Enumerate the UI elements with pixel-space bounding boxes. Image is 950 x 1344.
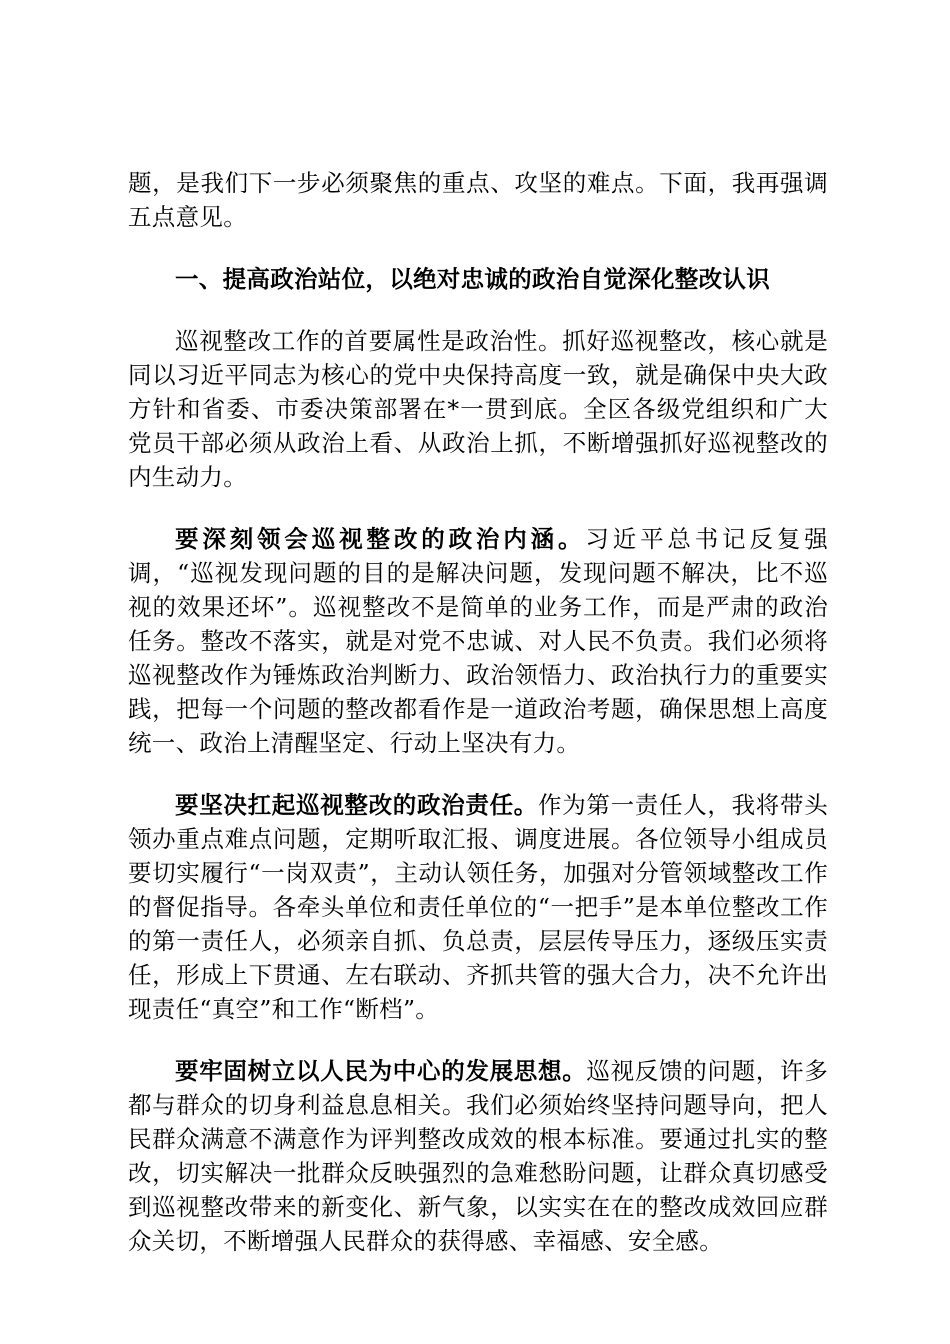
paragraph-4-lead: 要牢固树立以人民为中心的发展思想。 (175, 1057, 587, 1085)
paragraph-2 (128, 522, 828, 760)
paragraph-2-body: 习近平总书记反复强调，“巡视发现问题的目的是解决问题，发现问题不解决，比不巡视的效果还坏”。巡视整改不是简单的业务工作，而是严肃的政治任务。整改不落实，就是对党不忠诚、对人民不负责。我们必须将巡视整改作为锤炼政治判断力、政治领悟力、政治执行力的重要实践，把每一个问题的整改都看作是一道政治考题，确保思想上高度统一、政治上清醒坚定、行动上坚决有力。 (128, 525, 829, 757)
paragraph-2-lead: 要深刻领会巡视整改的政治内涵。 (175, 525, 586, 553)
section-heading: 一、提高政治站位，以绝对忠诚的政治自觉深化整改认识 (175, 265, 770, 293)
paragraph-3 (128, 788, 828, 1026)
paragraph-4-body: 巡视反馈的问题，许多都与群众的切身利益息息相关。我们必须始终坚持问题导向，把人民群众满意不满意作为评判整改成效的根本标准。要通过扎实的整改，切实解决一批群众反映强烈的急难愁盼问题，让群众真切感受到巡视整改带来的新变化、新气象，以实实在在的整改成效回应群众关切，不断增强人民群众的获得感、幸福感、安全感。 (128, 1057, 829, 1255)
paragraph-1-body: 巡视整改工作的首要属性是政治性。抓好巡视整改，核心就是同以习近平同志为核心的党中央保持高度一致，就是确保中央大政方针和省委、市委决策部署在*一贯到底。全区各级党组织和广大党员干部必须从政治上看、从政治上抓，不断增强抓好巡视整改的内生动力。 (128, 327, 828, 491)
paragraph-3-lead: 要坚决扛起巡视整改的政治责任。 (175, 791, 538, 819)
paragraph-1 (128, 324, 828, 494)
document-body (128, 166, 828, 1286)
intro-paragraph: 题，是我们下一步必须聚焦的重点、攻坚的难点。下面，我再强调五点意见。 (128, 169, 828, 231)
paragraph-3-body: 作为第一责任人，我将带头领办重点难点问题，定期听取汇报、调度进展。各位领导小组成员要切实履行“一岗双责”，主动认领任务，加强对分管领域整改工作的督促指导。各牵头单位和责任单位的“一把手”是本单位整改工作的第一责任人，必须亲自抓、负总责，层层传导压力，逐级压实责任，形成上下贯通、左右联动、齐抓共管的强大合力，决不允许出现责任“真空”和工作“断档”。 (128, 791, 828, 1023)
paragraph-4 (128, 1054, 828, 1258)
